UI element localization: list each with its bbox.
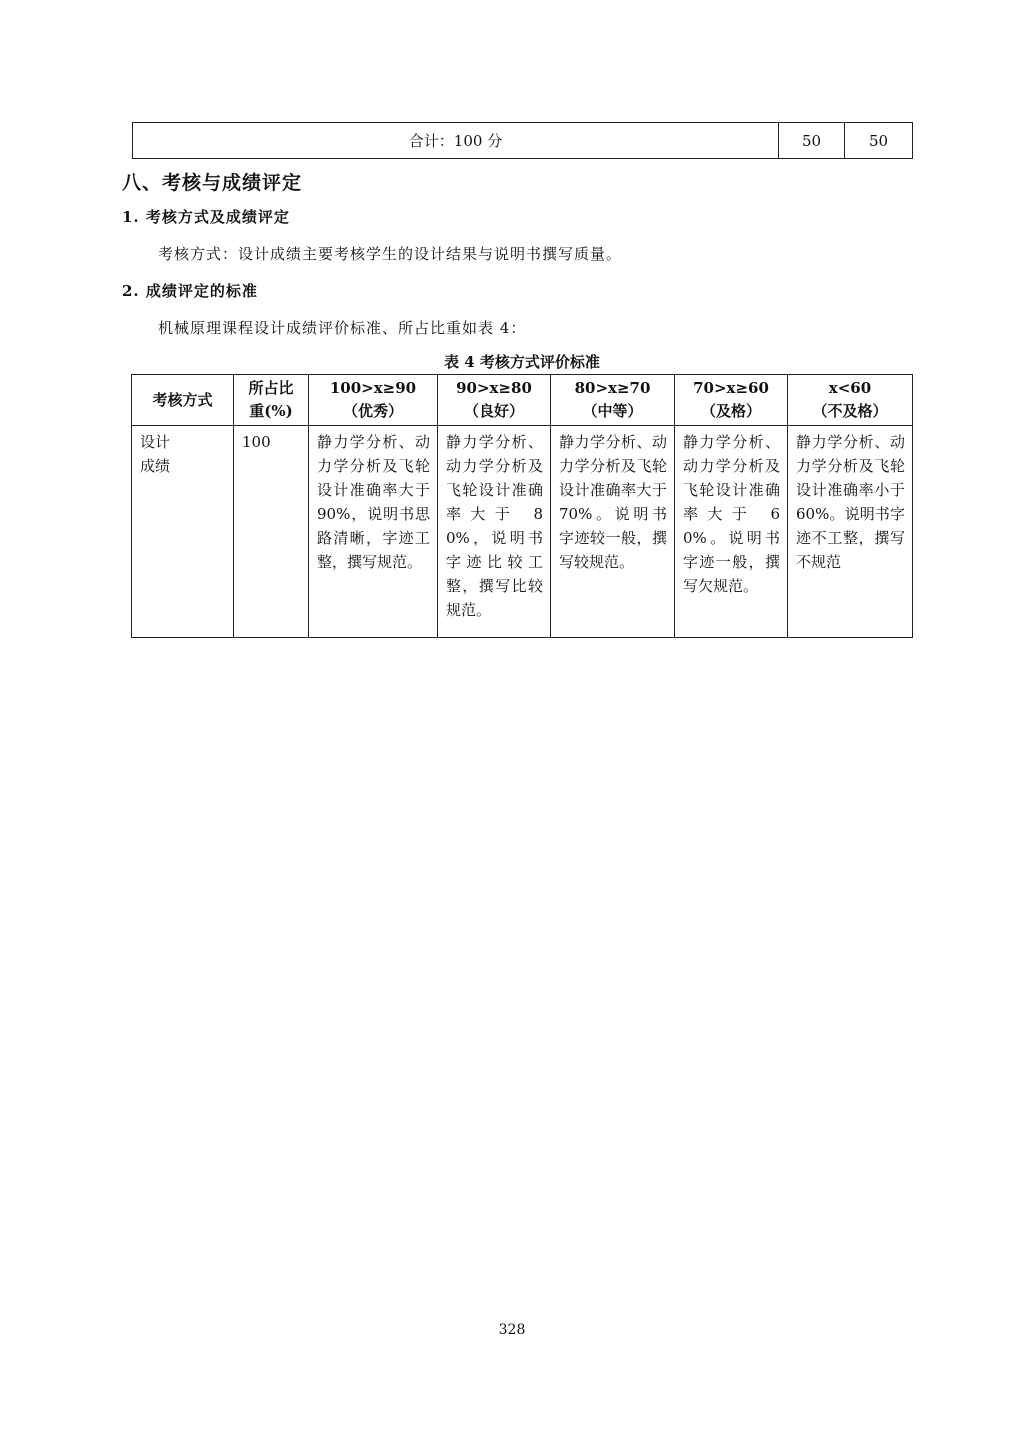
total-score-row — [133, 123, 913, 159]
header-weight: 所占比 重(%) — [234, 375, 309, 426]
header-good: 90>x≥80 （良好） — [438, 375, 551, 426]
cell-pass: 静力学分析、动力学分析及飞轮设计准确率大于 60%。说明书字迹一般，撰写欠规范。 — [675, 426, 788, 638]
subsection-1-title: 1. 考核方式及成绩评定 — [122, 208, 290, 226]
subsection-1-text: 考核方式：设计成绩主要考核学生的设计结果与说明书撰写质量。 — [158, 245, 623, 263]
cell-good: 静力学分析、动力学分析及飞轮设计准确率大于 80%，说明书字迹比较工整，撰写比较规范。 — [438, 426, 551, 638]
header-pass: 70>x≥60 （及格） — [675, 375, 788, 426]
total-score-table — [132, 122, 913, 159]
total-score-label: 合计：100 分 — [133, 123, 779, 159]
total-score-value-1: 50 — [779, 123, 845, 159]
page-number: 328 — [498, 1322, 526, 1338]
subsection-2-title: 2. 成绩评定的标准 — [122, 282, 258, 300]
header-fail: x<60 （不及格） — [788, 375, 913, 426]
total-score-value-2: 50 — [845, 123, 913, 159]
subsection-2-text: 机械原理课程设计成绩评价标准、所占比重如表 4： — [158, 319, 527, 337]
section-title: 八、考核与成绩评定 — [122, 172, 303, 194]
cell-method: 设计 成绩 — [132, 426, 234, 638]
cell-medium: 静力学分析、动力学分析及飞轮设计准确率大于 70%。说明书字迹较一般，撰写较规范。 — [551, 426, 675, 638]
cell-weight: 100 — [234, 426, 309, 638]
cell-excellent: 静力学分析、动力学分析及飞轮设计准确率大于 90%，说明书思路清晰，字迹工整，撰写规范。 — [309, 426, 438, 638]
evaluation-table — [131, 374, 913, 638]
header-method: 考核方式 — [132, 375, 234, 426]
cell-fail: 静力学分析、动力学分析及飞轮设计准确率小于 60%。说明书字迹不工整，撰写不规范 — [788, 426, 913, 638]
table-row — [132, 426, 913, 638]
header-excellent: 100>x≥90 （优秀） — [309, 375, 438, 426]
table-caption: 表 4 考核方式评价标准 — [444, 353, 600, 371]
table-header-row — [132, 375, 913, 426]
header-medium: 80>x≥70 （中等） — [551, 375, 675, 426]
